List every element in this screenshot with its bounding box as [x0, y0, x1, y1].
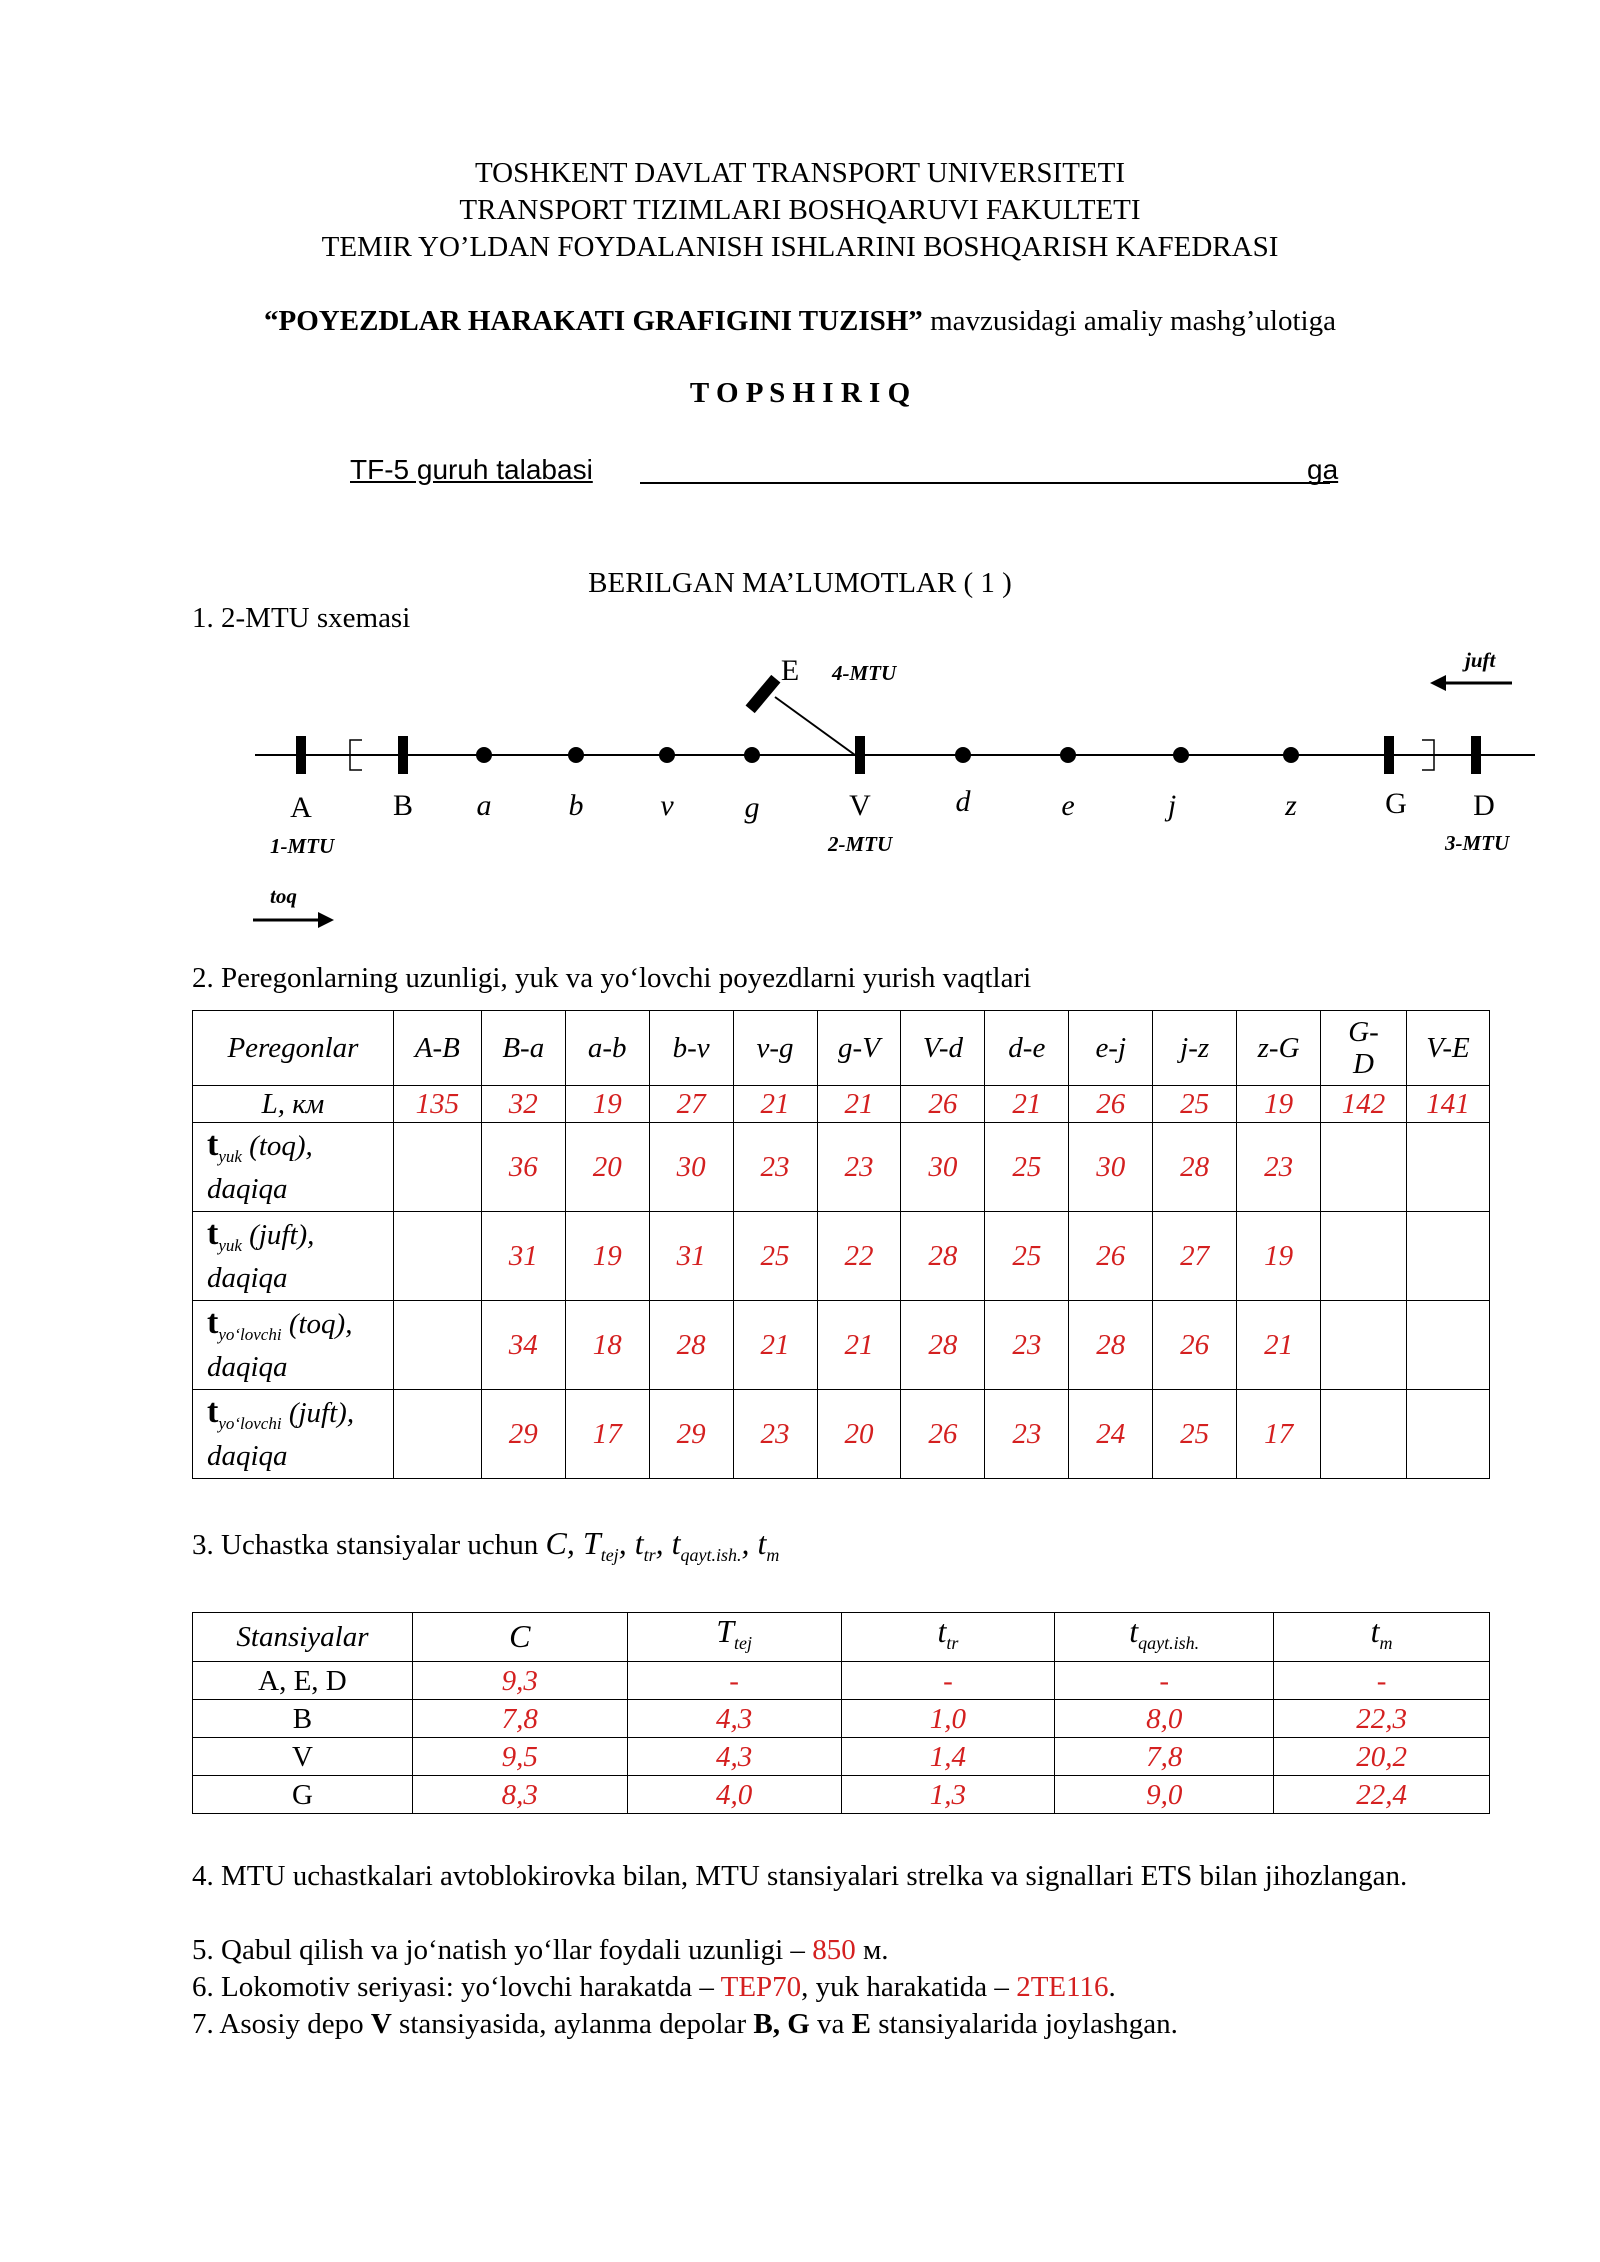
value-cell: 4,3 — [627, 1700, 841, 1738]
label-g: g — [744, 791, 760, 824]
time-cell: 28 — [901, 1301, 985, 1390]
row-label-t: t — [207, 1215, 219, 1253]
label-1-mtu: 1-MTU — [270, 834, 335, 858]
row-label — [193, 1390, 394, 1479]
item-7 — [192, 2006, 1492, 2043]
length-cell: 135 — [393, 1086, 481, 1123]
time-cell: 20 — [817, 1390, 901, 1479]
value-cell: 9,5 — [412, 1738, 627, 1776]
group-suffix: ga — [1307, 454, 1339, 485]
time-cell — [1321, 1123, 1407, 1212]
time-cell: 23 — [985, 1301, 1069, 1390]
length-cell: 26 — [901, 1086, 985, 1123]
time-cell: 31 — [649, 1212, 733, 1301]
row-label-unit: daqiqa — [207, 1172, 288, 1205]
time-cell: 21 — [733, 1301, 817, 1390]
row-label — [193, 1212, 394, 1301]
value-cell: - — [1055, 1662, 1274, 1700]
time-cell — [393, 1212, 481, 1301]
label-juft: juft — [1465, 648, 1496, 672]
length-cell: 142 — [1321, 1086, 1407, 1123]
item-7-e: va — [809, 2008, 852, 2040]
time-cell: 28 — [1069, 1301, 1153, 1390]
station-D-marker — [1471, 736, 1481, 774]
section2-title: 2. Peregonlarning uzunligi, yuk va yo‘lovchi poyezdlarni yurish vaqtlari — [192, 962, 1032, 994]
header-cell: V-E — [1406, 1011, 1489, 1086]
row-label — [193, 1301, 394, 1390]
station-name: G — [193, 1776, 413, 1814]
time-cell: 17 — [565, 1390, 649, 1479]
station-B-marker — [398, 736, 408, 774]
header-cell: A-B — [393, 1011, 481, 1086]
label-4-mtu: 4-MTU — [832, 661, 897, 685]
row-label-text: (toq), — [281, 1308, 353, 1341]
mtu-scheme-diagram — [0, 640, 1600, 940]
station-name: V — [193, 1738, 413, 1776]
station-name: A, E, D — [193, 1662, 413, 1700]
header-text: t — [1129, 1613, 1139, 1650]
item-7-g: stansiyalarida joylashgan. — [871, 2008, 1178, 2040]
time-cell: 25 — [985, 1123, 1069, 1212]
label-D: D — [1473, 789, 1495, 822]
station-z-dot — [1283, 747, 1299, 763]
faculty-title: TRANSPORT TIZIMLARI BOSHQARUVI FAKULTETI — [459, 194, 1141, 226]
label-a: a — [476, 789, 492, 822]
table-row — [193, 1123, 1490, 1212]
header-sub: qayt.ish. — [1138, 1632, 1200, 1653]
label-d: d — [955, 785, 971, 818]
value-cell: 22,3 — [1274, 1700, 1490, 1738]
time-cell — [1406, 1123, 1489, 1212]
table-row — [193, 1662, 1490, 1700]
time-cell: 23 — [733, 1123, 817, 1212]
length-cell: 25 — [1153, 1086, 1237, 1123]
table-header-row — [193, 1011, 1490, 1086]
length-cell: 21 — [985, 1086, 1069, 1123]
time-cell: 22 — [817, 1212, 901, 1301]
time-cell — [1406, 1390, 1489, 1479]
item-4: 4. MTU uchastkalari avtoblokirovka bilan, MTU stansiyalari strelka va signallari ETS bilan jihozlangan. — [192, 1860, 1408, 1892]
header-cell: a-b — [565, 1011, 649, 1086]
section1-title: 1. 2-MTU sxemasi — [192, 602, 411, 634]
branch-line — [775, 697, 855, 755]
stations-table — [192, 1612, 1490, 1814]
time-cell: 25 — [985, 1212, 1069, 1301]
table-row — [193, 1776, 1490, 1814]
header-cell: j-z — [1153, 1011, 1237, 1086]
header-cell: G- D — [1321, 1011, 1407, 1086]
item-7-f: E — [851, 2008, 872, 2040]
header-text: T — [716, 1613, 734, 1650]
value-cell: - — [1274, 1662, 1490, 1700]
row-label-text: (toq), — [241, 1130, 313, 1163]
value-cell: 4,3 — [627, 1738, 841, 1776]
header-cell — [627, 1613, 841, 1662]
time-cell: 26 — [901, 1390, 985, 1479]
value-cell: 1,4 — [841, 1738, 1055, 1776]
time-cell: 17 — [1237, 1390, 1321, 1479]
time-cell — [1321, 1390, 1407, 1479]
station-name: B — [193, 1700, 413, 1738]
item-7-c: stansiyasida, aylanma depolar — [391, 2008, 754, 2040]
value-cell: 1,3 — [841, 1776, 1055, 1814]
header-cell: b-v — [649, 1011, 733, 1086]
university-title: TOSHKENT DAVLAT TRANSPORT UNIVERSITETI — [474, 157, 1125, 189]
time-cell — [1321, 1212, 1407, 1301]
time-cell: 25 — [733, 1212, 817, 1301]
station-j-dot — [1173, 747, 1189, 763]
header-sub: tej — [734, 1632, 752, 1653]
item-5-value: 850 — [812, 1934, 856, 1966]
station-G-marker — [1384, 736, 1394, 774]
given-data-title: BERILGAN MA’LUMOTLAR ( 1 ) — [588, 567, 1012, 599]
time-cell: 29 — [649, 1390, 733, 1479]
station-a-dot — [476, 747, 492, 763]
item-6-freight-loco: 2TE116 — [1016, 1971, 1109, 2003]
station-e-dot — [1060, 747, 1076, 763]
time-cell — [1321, 1301, 1407, 1390]
length-cell: 21 — [733, 1086, 817, 1123]
row-label-sub: yo‘lovchi — [218, 1413, 282, 1433]
row-label-sub: yuk — [218, 1235, 242, 1255]
length-cell: 32 — [481, 1086, 565, 1123]
time-cell: 30 — [901, 1123, 985, 1212]
time-cell: 27 — [1153, 1212, 1237, 1301]
header-text: t — [1370, 1613, 1380, 1650]
time-cell — [393, 1301, 481, 1390]
time-cell: 26 — [1153, 1301, 1237, 1390]
peregon-table — [192, 1010, 1490, 1479]
label-2-mtu: 2-MTU — [828, 832, 893, 856]
time-cell: 25 — [1153, 1390, 1237, 1479]
time-cell — [1406, 1301, 1489, 1390]
value-cell: 9,0 — [1055, 1776, 1274, 1814]
time-cell: 20 — [565, 1123, 649, 1212]
station-A-marker — [296, 736, 306, 774]
value-cell: 7,8 — [1055, 1738, 1274, 1776]
item-6-text: 6. Lokomotiv seriyasi: yo‘lovchi harakatda – — [192, 1971, 721, 2003]
time-cell: 30 — [1069, 1123, 1153, 1212]
table-row — [193, 1700, 1490, 1738]
row-label-text: (juft), — [241, 1219, 315, 1252]
row-label-sub: yo‘lovchi — [218, 1324, 282, 1344]
length-label: L, км — [193, 1086, 394, 1123]
value-cell: - — [627, 1662, 841, 1700]
label-j: j — [1167, 789, 1177, 822]
item-7-d: B, G — [753, 2008, 810, 2040]
value-cell: 1,0 — [841, 1700, 1055, 1738]
header-cell: v-g — [733, 1011, 817, 1086]
section3-title-text: 3. Uchastka stansiyalar uchun — [192, 1529, 546, 1561]
topic-suffix: mavzusidagi amaliy mashg’ulotiga — [922, 305, 1336, 337]
label-toq: toq — [270, 884, 297, 908]
item-5-text: 5. Qabul qilish va jo‘natish yo‘llar foydali uzunligi – — [192, 1934, 813, 1966]
label-B: B — [392, 789, 414, 822]
time-cell: 31 — [481, 1212, 565, 1301]
time-cell: 28 — [1153, 1123, 1237, 1212]
station-b-dot — [568, 747, 584, 763]
length-cell: 21 — [817, 1086, 901, 1123]
label-G: G — [1385, 787, 1407, 820]
station-E-marker — [746, 675, 781, 713]
row-label-sub: yuk — [218, 1146, 242, 1166]
time-cell: 21 — [817, 1301, 901, 1390]
header-cell — [193, 1613, 413, 1662]
value-cell: 8,0 — [1055, 1700, 1274, 1738]
section3-title: 3. Uchastka stansiyalar uchun C, $T_{tej}$, $t_{tr}$, $t_{qayt.ish.}$, $t_m$ — [192, 1525, 780, 1565]
label-3-mtu: 3-MTU — [1445, 831, 1510, 855]
table-row — [193, 1212, 1490, 1301]
time-cell: 30 — [649, 1123, 733, 1212]
header-sub: m — [1379, 1632, 1393, 1653]
header-cell — [412, 1613, 627, 1662]
header-cell — [1055, 1613, 1274, 1662]
station-v-dot — [659, 747, 675, 763]
table-row — [193, 1086, 1490, 1123]
time-cell — [393, 1123, 481, 1212]
header-text: Stansiyalar — [236, 1621, 369, 1653]
value-cell: 22,4 — [1274, 1776, 1490, 1814]
time-cell — [1406, 1212, 1489, 1301]
label-z: z — [1285, 789, 1297, 822]
row-label-t: t — [207, 1304, 219, 1342]
station-d-dot — [955, 747, 971, 763]
task-heading: T O P S H I R I Q — [689, 377, 911, 409]
label-E: E — [780, 654, 800, 687]
row-label-unit: daqiqa — [207, 1350, 288, 1383]
header-cell: d-e — [985, 1011, 1069, 1086]
group-label: TF-5 guruh talabasi — [350, 454, 593, 485]
header-cell: V-d — [901, 1011, 985, 1086]
label-e: e — [1061, 789, 1075, 822]
value-cell: 7,8 — [412, 1700, 627, 1738]
row-label — [193, 1123, 394, 1212]
item-5-unit: м. — [855, 1934, 889, 1966]
station-g-dot — [744, 747, 760, 763]
table-row — [193, 1301, 1490, 1390]
row-label-unit: daqiqa — [207, 1261, 288, 1294]
length-cell: 19 — [565, 1086, 649, 1123]
time-cell: 24 — [1069, 1390, 1153, 1479]
label-v: v — [660, 789, 674, 822]
time-cell: 28 — [901, 1212, 985, 1301]
item-7-a: 7. Asosiy depo — [192, 2008, 371, 2040]
item-6-mid: , yuk harakatida – — [801, 1971, 1017, 2003]
length-cell: 27 — [649, 1086, 733, 1123]
length-cell: 19 — [1237, 1086, 1321, 1123]
time-cell: 19 — [1237, 1212, 1321, 1301]
table-row — [193, 1390, 1490, 1479]
label-b: b — [568, 789, 584, 822]
item-7-b: V — [370, 2008, 392, 2040]
time-cell: 19 — [565, 1212, 649, 1301]
time-cell: 28 — [649, 1301, 733, 1390]
length-cell: 26 — [1069, 1086, 1153, 1123]
time-cell: 23 — [985, 1390, 1069, 1479]
header-peregonlar: Peregonlar — [193, 1011, 394, 1086]
header-cell: e-j — [1069, 1011, 1153, 1086]
label-V: V — [849, 789, 871, 822]
header-cell: z-G — [1237, 1011, 1321, 1086]
time-cell: 23 — [817, 1123, 901, 1212]
table-header-row — [193, 1613, 1490, 1662]
label-A: A — [290, 791, 312, 824]
value-cell: 8,3 — [412, 1776, 627, 1814]
arrow-juft-head — [1430, 675, 1446, 691]
item-6-passenger-loco: TEP70 — [720, 1971, 802, 2003]
header-cell: B-a — [481, 1011, 565, 1086]
time-cell — [393, 1390, 481, 1479]
item-5 — [192, 1932, 1492, 1969]
time-cell: 23 — [733, 1390, 817, 1479]
row-label-t: t — [207, 1393, 219, 1431]
time-cell: 29 — [481, 1390, 565, 1479]
value-cell: 9,3 — [412, 1662, 627, 1700]
student-name-blank — [640, 482, 1330, 484]
row-label-unit: daqiqa — [207, 1439, 288, 1472]
topic-title: “POYEZDLAR HARAKATI GRAFIGINI TUZISH” — [264, 305, 923, 337]
length-cell: 141 — [1406, 1086, 1489, 1123]
department-title: TEMIR YO’LDAN FOYDALANISH ISHLARINI BOSHQARISH KAFEDRASI — [321, 231, 1279, 263]
time-cell: 36 — [481, 1123, 565, 1212]
topic-line — [0, 303, 1600, 340]
time-cell: 18 — [565, 1301, 649, 1390]
time-cell: 23 — [1237, 1123, 1321, 1212]
time-cell: 34 — [481, 1301, 565, 1390]
header-cell — [1274, 1613, 1490, 1662]
value-cell: 20,2 — [1274, 1738, 1490, 1776]
time-cell: 21 — [1237, 1301, 1321, 1390]
item-6 — [192, 1969, 1492, 2006]
time-cell: 26 — [1069, 1212, 1153, 1301]
table-row — [193, 1738, 1490, 1776]
item-6-end: . — [1108, 1971, 1116, 2003]
arrow-toq-head — [318, 912, 334, 928]
header-cell — [841, 1613, 1055, 1662]
value-cell: - — [841, 1662, 1055, 1700]
station-V-marker — [855, 736, 865, 774]
header-text: t — [937, 1613, 947, 1650]
header-cell: g-V — [817, 1011, 901, 1086]
row-label-text: (juft), — [281, 1397, 355, 1430]
row-label-t: t — [207, 1126, 219, 1164]
header-text: C — [509, 1618, 531, 1654]
group-line — [350, 452, 593, 488]
value-cell: 4,0 — [627, 1776, 841, 1814]
header-sub: tr — [946, 1632, 959, 1653]
